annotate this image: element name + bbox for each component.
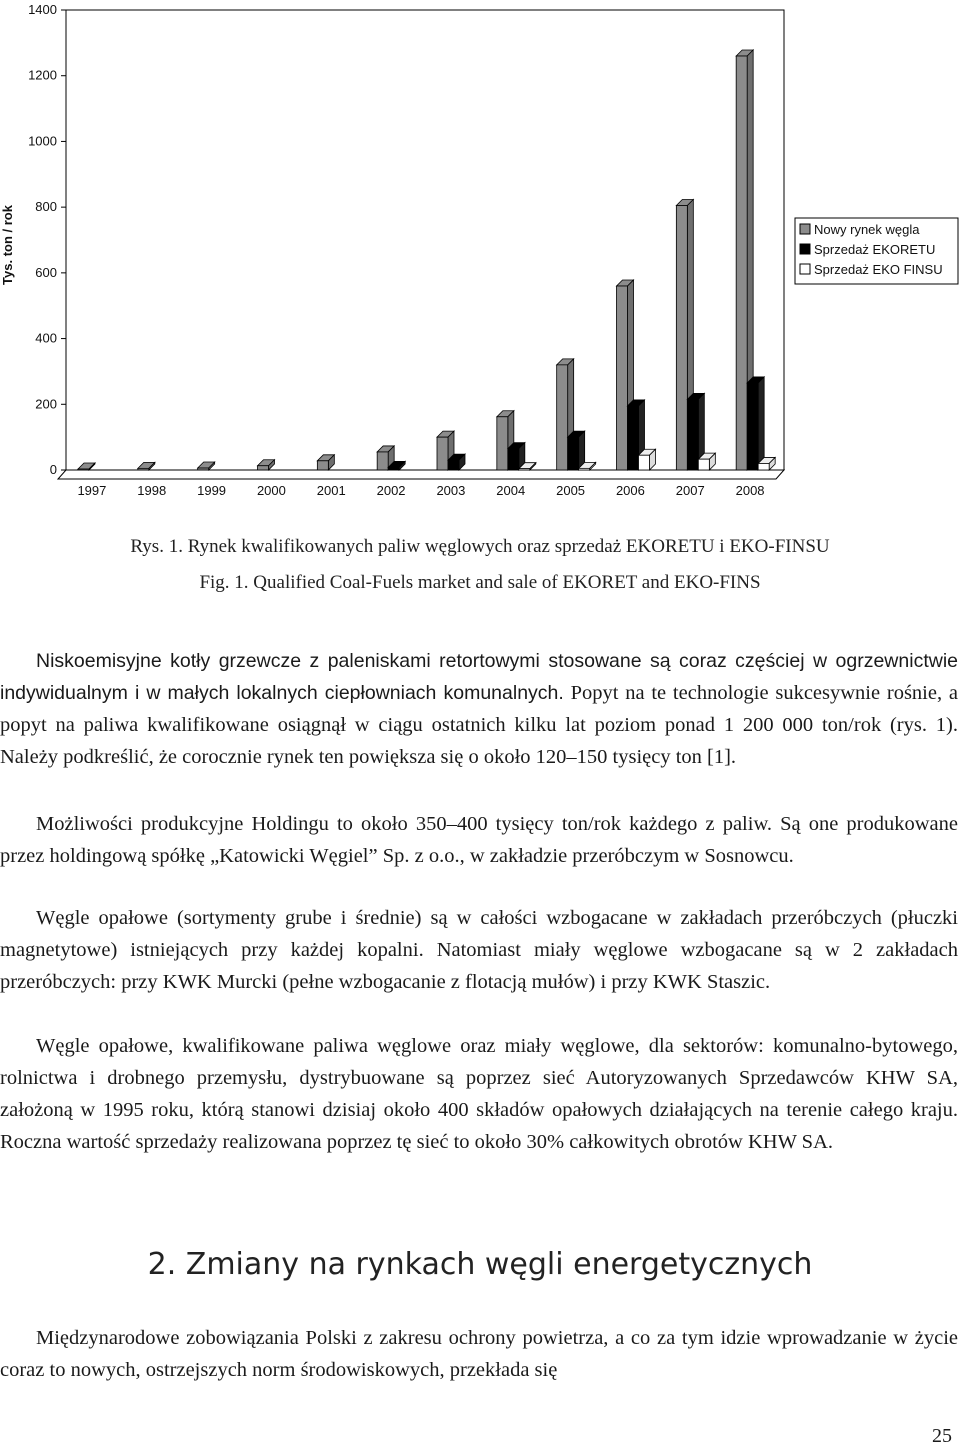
y-tick-label: 800 bbox=[35, 199, 57, 215]
paragraph-4-text: Węgle opałowe, kwalifikowane paliwa węglowe oraz miały węglowe, dla sektorów: komunalno-bytowego, rolnictwa i drobnego przemysłu, dystrybuowane są poprzez sieć Autoryzowanych Sprzedawców KHW SA, założoną w 1995 roku, którą stanowi dzisiaj około 400 składów opałowych działających na terenie całego kraju. Roczna wartość sprzedaży realizowana poprzez tę sieć to około 30% całkowitych obrotów KHW SA. bbox=[0, 1035, 958, 1153]
legend-swatch bbox=[800, 244, 810, 254]
x-tick-label: 2002 bbox=[376, 483, 406, 498]
x-tick-label: 2003 bbox=[436, 483, 466, 498]
legend-label: Nowy rynek węgla bbox=[814, 222, 920, 237]
plot-floor bbox=[58, 470, 784, 479]
paragraph-1-serif: Popyt na te technologie sukcesywnie rośnie, a popyt na paliwa kwalifikowane osiągnął w ciągu ostatnich kilku lat poziom ponad 1 200 000 ton/rok (rys. 1). Należy podkreślić, że corocznie rynek ten powiększa się o około 120–150 tysięcy ton [1]. bbox=[0, 682, 958, 768]
page-number: 25 bbox=[932, 1425, 952, 1447]
figure-caption-en: Fig. 1. Qualified Coal-Fuels market and sale of EKORET and EKO-FINS bbox=[199, 572, 761, 593]
legend-label: Sprzedaż EKO FINSU bbox=[814, 262, 943, 277]
y-tick-label: 1400 bbox=[28, 2, 57, 17]
y-tick-label: 1000 bbox=[28, 133, 57, 149]
legend-swatch bbox=[800, 224, 810, 234]
y-tick-label: 1200 bbox=[28, 67, 57, 83]
x-tick-label: 2000 bbox=[256, 483, 286, 498]
x-tick-label: 1998 bbox=[137, 483, 167, 498]
x-tick-label: 2007 bbox=[675, 483, 705, 498]
paragraph-1 bbox=[0, 645, 958, 773]
bar-1-2008 bbox=[747, 377, 764, 470]
x-axis-ticks bbox=[77, 483, 764, 498]
section-heading: 2. Zmiany na rynkach węgli energetycznych bbox=[147, 1247, 813, 1282]
x-tick-label: 2008 bbox=[735, 483, 765, 498]
y-tick-label: 200 bbox=[35, 396, 57, 412]
x-tick-label: 1997 bbox=[77, 483, 107, 498]
paragraph-1-sans-b: w ogrzewnictwie indywidualnym i w małych lokalnych ciepłowniach komunalnych. bbox=[0, 650, 958, 704]
bar-1-2005 bbox=[568, 431, 585, 470]
legend-label: Sprzedaż EKORETU bbox=[814, 242, 936, 257]
coal-market-bar-chart bbox=[0, 0, 960, 510]
x-tick-label: 2006 bbox=[615, 483, 645, 498]
x-tick-label: 2001 bbox=[316, 483, 346, 498]
paragraph-4 bbox=[0, 1030, 958, 1158]
legend-swatch bbox=[800, 264, 810, 274]
paragraph-2-text: Możliwości produkcyjne Holdingu to około 350–400 tysięcy ton/rok każdego z paliw. Są one produkowane przez holdingową spółkę „Katowicki Węgiel” Sp. z o.o., w zakładzie przeróbczym w Sosnowcu. bbox=[0, 813, 958, 867]
paragraph-3 bbox=[0, 902, 958, 998]
paragraph-1-sans-a: Niskoemisyjne kotły grzewcze z paleniskami retortowymi stosowane są coraz częściej bbox=[36, 650, 805, 672]
y-tick-label: 600 bbox=[35, 264, 57, 280]
plot-frame bbox=[58, 10, 784, 479]
paragraph-3-text: Węgle opałowe (sortymenty grube i średnie) są w całości wzbogacane w zakładach przeróbczych (płuczki magnetytowe) istniejących przy każdej kopalni. Natomiast miały węglowe wzbogacane są w 2 zakładach przeróbczych: przy KWK Murcki (pełne wzbogacanie z flotacją mułów) i przy KWK Staszic. bbox=[0, 907, 958, 993]
paragraph-5 bbox=[0, 1322, 958, 1386]
y-axis-label: Tys. ton / rok bbox=[0, 205, 15, 285]
figure-caption-pl: Rys. 1. Rynek kwalifikowanych paliw węglowych oraz sprzedaż EKORETU i EKO-FINSU bbox=[130, 536, 830, 557]
y-tick-label: 400 bbox=[35, 330, 57, 346]
paragraph-5-text: Międzynarodowe zobowiązania Polski z zakresu ochrony powietrza, a co za tym idzie wprowadzanie w życie coraz to nowych, ostrzejszych norm środowiskowych, przekłada się bbox=[0, 1327, 958, 1381]
paragraph-2 bbox=[0, 808, 958, 872]
x-tick-label: 1999 bbox=[197, 483, 227, 498]
bar-2-2006 bbox=[639, 449, 656, 470]
y-axis-ticks bbox=[28, 2, 66, 477]
chart-legend bbox=[795, 218, 958, 284]
y-tick-label: 0 bbox=[49, 462, 57, 477]
x-tick-label: 2004 bbox=[496, 483, 526, 498]
x-tick-label: 2005 bbox=[556, 483, 586, 498]
